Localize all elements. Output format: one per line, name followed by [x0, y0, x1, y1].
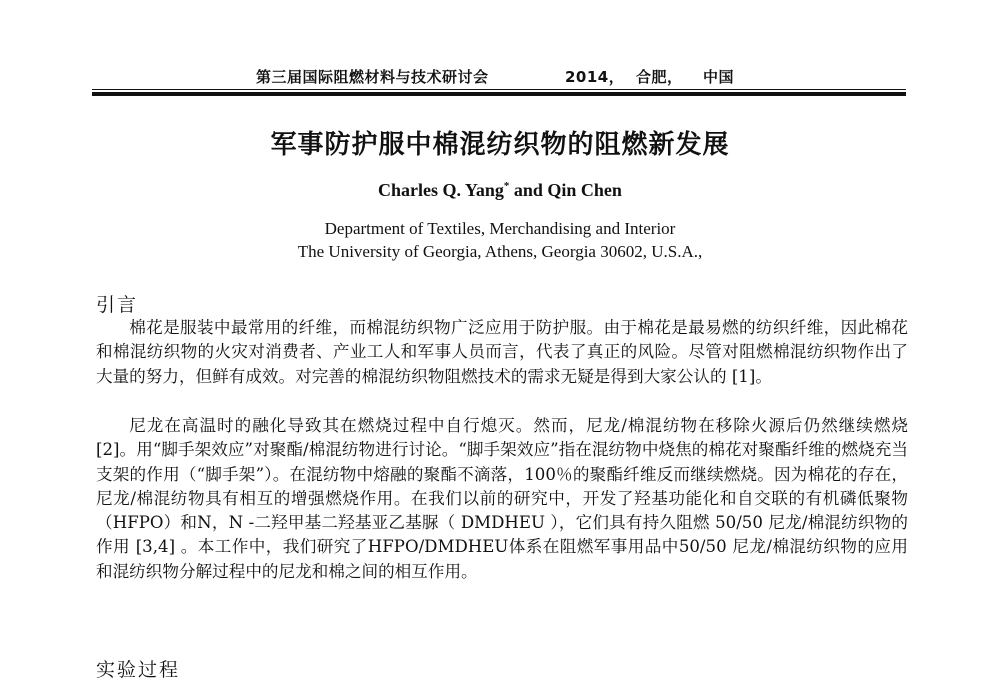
first-author: Charles Q. Yang: [378, 180, 504, 200]
paper-title: 军事防护服中棉混纺织物的阻燃新发展: [270, 130, 730, 160]
conference-year: 2014，: [565, 68, 625, 86]
conference-country: 中国: [703, 68, 735, 86]
intro-paragraph-1: 棉花是服装中最常用的纤维，而棉混纺织物广泛应用于防护服。由于棉花是最易燃的纺织纤维，因此棉花和棉混纺织物的火灾对消费者、产业工人和军事人员而言，代表了真正的风险。尽管对阻燃棉混纺织物作出了大量的努力，但鲜有成效。对完善的棉混纺织物阻燃技术的需求无疑是得到大家公认的 [1]。: [96, 318, 908, 386]
section-heading-experimental: 实验过程: [96, 659, 181, 681]
conference-city: 合肥，: [636, 68, 683, 86]
conference-name: 第三届国际阻燃材料与技术研讨会: [256, 68, 489, 86]
header-rule-thin: [92, 89, 906, 90]
affiliation-university: The University of Georgia, Athens, Georgia 30602, U.S.A.,: [297, 242, 703, 261]
affiliation-department: Department of Textiles, Merchandising and Interior: [324, 219, 676, 238]
author-line: [0, 180, 1000, 201]
section-heading-introduction: 引言: [96, 294, 139, 316]
intro-paragraph-2: 尼龙在高温时的融化导致其在燃烧过程中自行熄灭。然而，尼龙/棉混纺物在移除火源后仍然继续燃烧 [2]。用“脚手架效应”对聚酯/棉混纺物进行讨论。“脚手架效应”指在混纺物中烧焦的棉花对聚酯纤维的燃烧充当支架的作用（“脚手架”）。在混纺物中熔融的聚酯不滴落，100％的聚酯纤维反而继续燃烧。因为棉花的存在，尼龙/棉混纺物具有相互的增强燃烧作用。在我们以前的研究中，开发了羟基功能化和自交联的有机磷低聚物（HFPO）和N，N -二羟甲基二羟基亚乙基脲（ DMDHEU ），它们具有持久阻燃 50/50 尼龙/棉混纺织物的作用 [3,4] 。本工作中，我们研究了HFPO/DMDHEU体系在阻燃军事用品中50/50 尼龙/棉混纺织物的应用和混纺织物分解过程中的尼龙和棉之间的相互作用。: [96, 416, 908, 581]
second-author: and Qin Chen: [509, 180, 622, 200]
corresponding-author-mark: *: [503, 180, 510, 192]
header-rule-thick: [92, 92, 906, 96]
